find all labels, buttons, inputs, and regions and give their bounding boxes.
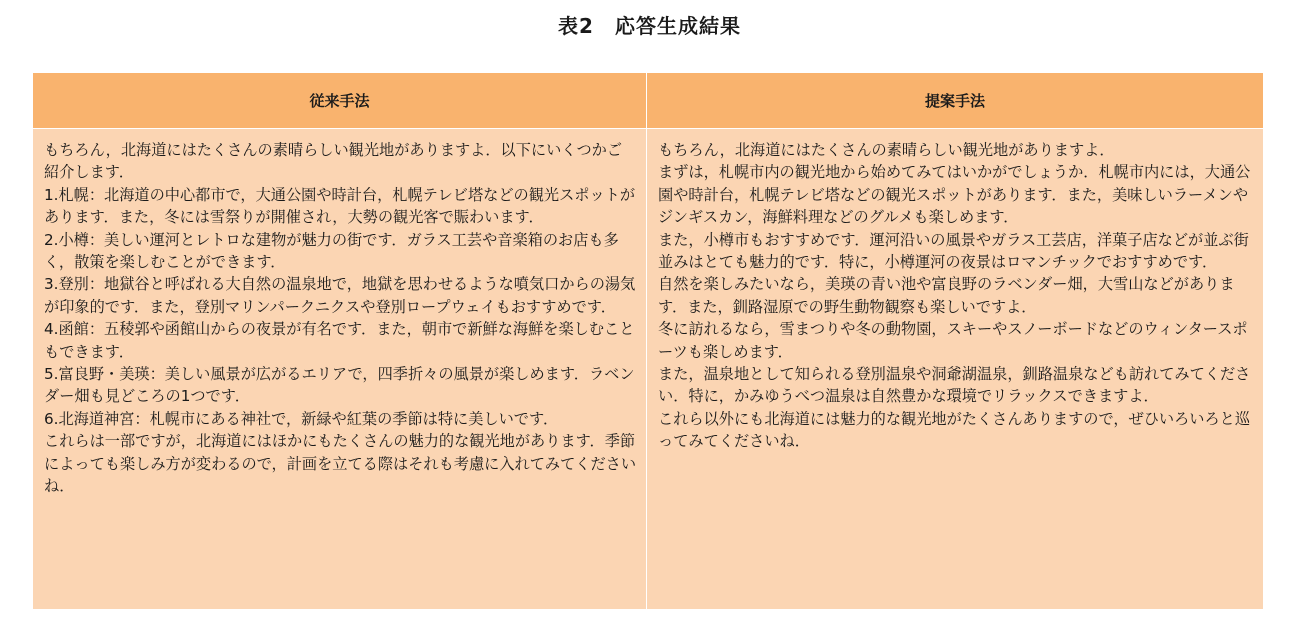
right-paragraph: 冬に訪れるなら，雪まつりや冬の動物園，スキーやスノーボードなどのウィンタースポーツも楽しめます． (658, 320, 1248, 361)
proposed-response-cell (647, 129, 1264, 610)
right-paragraph: まずは，札幌市内の観光地から始めてみてはいかがでしょうか．札幌市内には，大通公園や時計台，札幌テレビ塔などの観光スポットがあります．また，美味しいラーメンやジンギスカン，海鮮料理などのグルメも楽しめます． (658, 163, 1251, 227)
right-paragraph: もちろん，北海道にはたくさんの素晴らしい観光地がありますよ． (658, 141, 1115, 159)
left-paragraph: これらは一部ですが，北海道にはほかにもたくさんの魅力的な観光地があります．季節によっても楽しみ方が変わるので，計画を立てる際はそれも考慮に入れてみてくださいね． (44, 432, 637, 496)
left-paragraph: 5.富良野・美瑛：美しい風景が広がるエリアで，四季折々の風景が楽しめます．ラベンダー畑も見どころの1つです． (44, 365, 635, 406)
header-row (33, 73, 1264, 129)
right-paragraph: 自然を楽しみたいなら，美瑛の青い池や富良野のラベンダー畑，大雪山などがあります．また，釧路湿原での野生動物観察も楽しいですよ． (658, 275, 1235, 316)
table-title: 表2 応答生成結果 (558, 14, 741, 38)
right-paragraph: また，小樽市もおすすめです．運河沿いの風景やガラス工芸店，洋菓子店などが並ぶ街並みはとても魅力的です．特に，小樽運河の夜景はロマンチックでおすすめです． (658, 230, 1249, 272)
right-paragraph: これら以外にも北海道には魅力的な観光地がたくさんありますので，ぜひいろいろと巡ってみてくださいね． (658, 409, 1251, 451)
left-paragraph: 4.函館：五稜郭や函館山からの夜景が有名です．また，朝市で新鮮な海鮮を楽しむこともできます． (44, 320, 635, 361)
comparison-table (32, 72, 1264, 610)
header-conventional-method: 従来手法 (33, 73, 647, 129)
left-paragraph: 6.北海道神宮：札幌市にある神社で，新緑や紅葉の季節は特に美しいです． (44, 409, 559, 428)
left-paragraph: 2.小樽：美しい運河とレトロな建物が魅力の街です．ガラス工芸や音楽箱のお店も多く，散策を楽しむことができます． (44, 230, 619, 272)
left-paragraph: 1.札幌：北海道の中心都市で，大通公園や時計台，札幌テレビ塔などの観光スポットがあります．また，冬には雪祭りが開催され，大勢の観光客で賑わいます． (44, 185, 636, 227)
left-paragraph: 3.登別：地獄谷と呼ばれる大自然の温泉地で，地獄を思わせるような噴気口からの湯気が印象的です．また，登別マリンパークニクスや登別ロープウェイもおすすめです． (44, 275, 636, 316)
header-proposed-method: 提案手法 (647, 73, 1264, 129)
left-paragraph: もちろん，北海道にはたくさんの素晴らしい観光地がありますよ．以下にいくつかご紹介します． (44, 141, 623, 182)
right-paragraph: また，温泉地として知られる登別温泉や洞爺湖温泉，釧路温泉なども訪れてみてください．特に，かみゆうべつ温泉は自然豊かな環境でリラックスできますよ． (658, 365, 1251, 406)
content-row (33, 129, 1264, 610)
conventional-response-cell (33, 129, 647, 610)
